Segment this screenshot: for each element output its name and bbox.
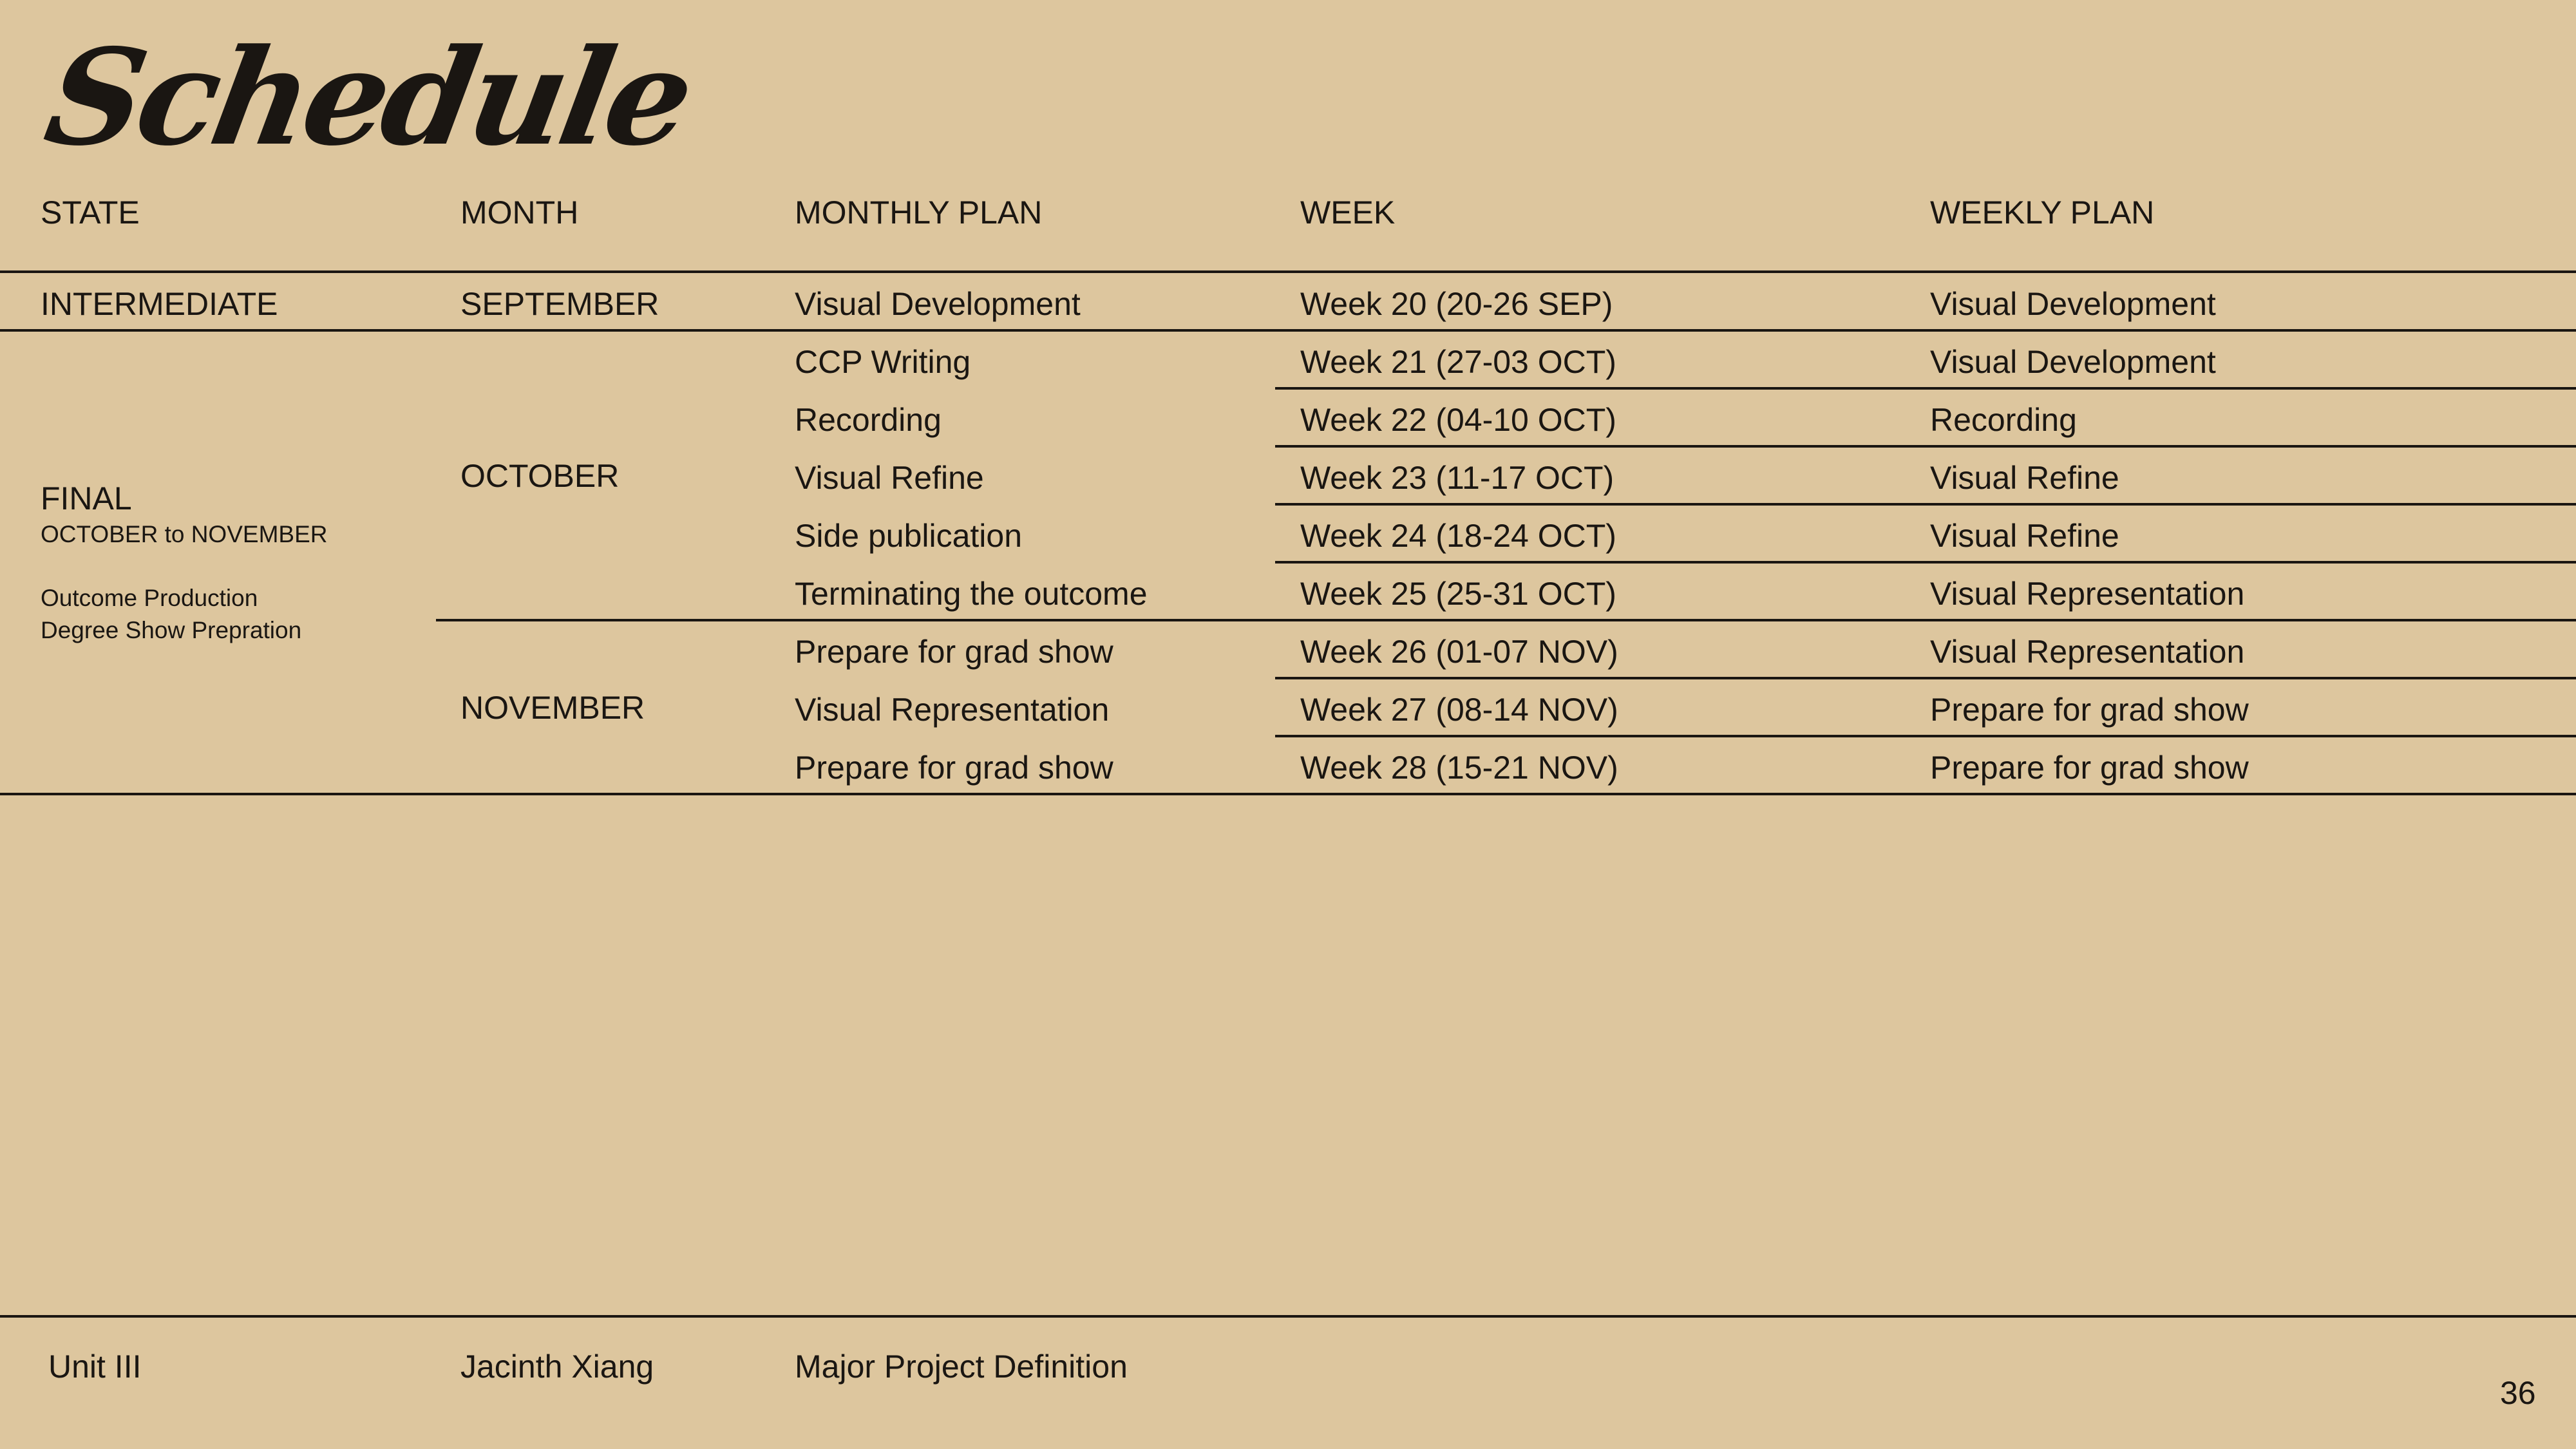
footer-author: Jacinth Xiang xyxy=(460,1349,654,1385)
monthly-plan-cell: Recording xyxy=(795,402,942,438)
month-october: OCTOBER xyxy=(460,458,620,494)
week-cell: Week 24 (18-24 OCT) xyxy=(1300,518,1616,554)
monthly-plan-cell: Terminating the outcome xyxy=(795,576,1148,612)
footer-divider xyxy=(0,1315,2576,1318)
table-bottom-divider xyxy=(0,793,2576,795)
monthly-plan-cell: Visual Development xyxy=(795,286,1081,322)
weekly-plan-cell: Visual Representation xyxy=(1930,634,2245,670)
intermediate-divider xyxy=(0,329,2576,332)
monthly-plan-cell: Visual Representation xyxy=(795,692,1110,728)
weekly-plan-cell: Prepare for grad show xyxy=(1930,692,2249,728)
week-cell: Week 23 (11-17 OCT) xyxy=(1300,460,1615,496)
weekly-plan-cell: Visual Refine xyxy=(1930,460,2119,496)
weekly-plan-cell: Visual Refine xyxy=(1930,518,2119,554)
header-divider xyxy=(0,270,2576,273)
week-cell: Week 28 (15-21 NOV) xyxy=(1300,750,1618,786)
weekly-plan-cell: Recording xyxy=(1930,402,2077,438)
final-period: OCTOBER to NOVEMBER xyxy=(41,521,328,547)
week-divider xyxy=(1275,387,2576,390)
monthly-plan-cell: Prepare for grad show xyxy=(795,634,1113,670)
footer-unit: Unit III xyxy=(48,1349,142,1385)
weekly-plan-cell: Visual Representation xyxy=(1930,576,2245,612)
week-divider xyxy=(1275,503,2576,506)
final-note: Degree Show Prepration xyxy=(41,617,302,643)
header-week: WEEK xyxy=(1300,194,1396,231)
header-month: MONTH xyxy=(460,194,579,231)
week-cell: Week 27 (08-14 NOV) xyxy=(1300,692,1618,728)
week-divider xyxy=(1275,561,2576,564)
week-divider xyxy=(1275,445,2576,448)
week-divider xyxy=(1275,677,2576,679)
header-weekly-plan: WEEKLY PLAN xyxy=(1930,194,2155,231)
header-state: STATE xyxy=(41,194,140,231)
header-monthly-plan: MONTHLY PLAN xyxy=(795,194,1043,231)
monthly-plan-cell: Visual Refine xyxy=(795,460,984,496)
monthly-plan-cell: Side publication xyxy=(795,518,1023,554)
week-cell: Week 21 (27-03 OCT) xyxy=(1300,344,1616,380)
month-november: NOVEMBER xyxy=(460,690,645,726)
page-title: Schedule xyxy=(35,21,700,175)
week-divider xyxy=(1275,735,2576,737)
week-cell: Week 20 (20-26 SEP) xyxy=(1300,286,1613,322)
month-divider xyxy=(436,619,2576,621)
monthly-plan-cell: CCP Writing xyxy=(795,344,971,380)
weekly-plan-cell: Visual Development xyxy=(1930,286,2216,322)
weekly-plan-cell: Prepare for grad show xyxy=(1930,750,2249,786)
final-note: Outcome Production xyxy=(41,585,258,611)
monthly-plan-cell: Prepare for grad show xyxy=(795,750,1113,786)
week-cell: Week 26 (01-07 NOV) xyxy=(1300,634,1618,670)
weekly-plan-cell: Visual Development xyxy=(1930,344,2216,380)
page-number: 36 xyxy=(2500,1375,2536,1411)
footer-project: Major Project Definition xyxy=(795,1349,1128,1385)
state-intermediate: INTERMEDIATE xyxy=(41,286,278,322)
state-final: FINAL xyxy=(41,480,132,516)
week-cell: Week 22 (04-10 OCT) xyxy=(1300,402,1616,438)
month-september: SEPTEMBER xyxy=(460,286,659,322)
week-cell: Week 25 (25-31 OCT) xyxy=(1300,576,1616,612)
